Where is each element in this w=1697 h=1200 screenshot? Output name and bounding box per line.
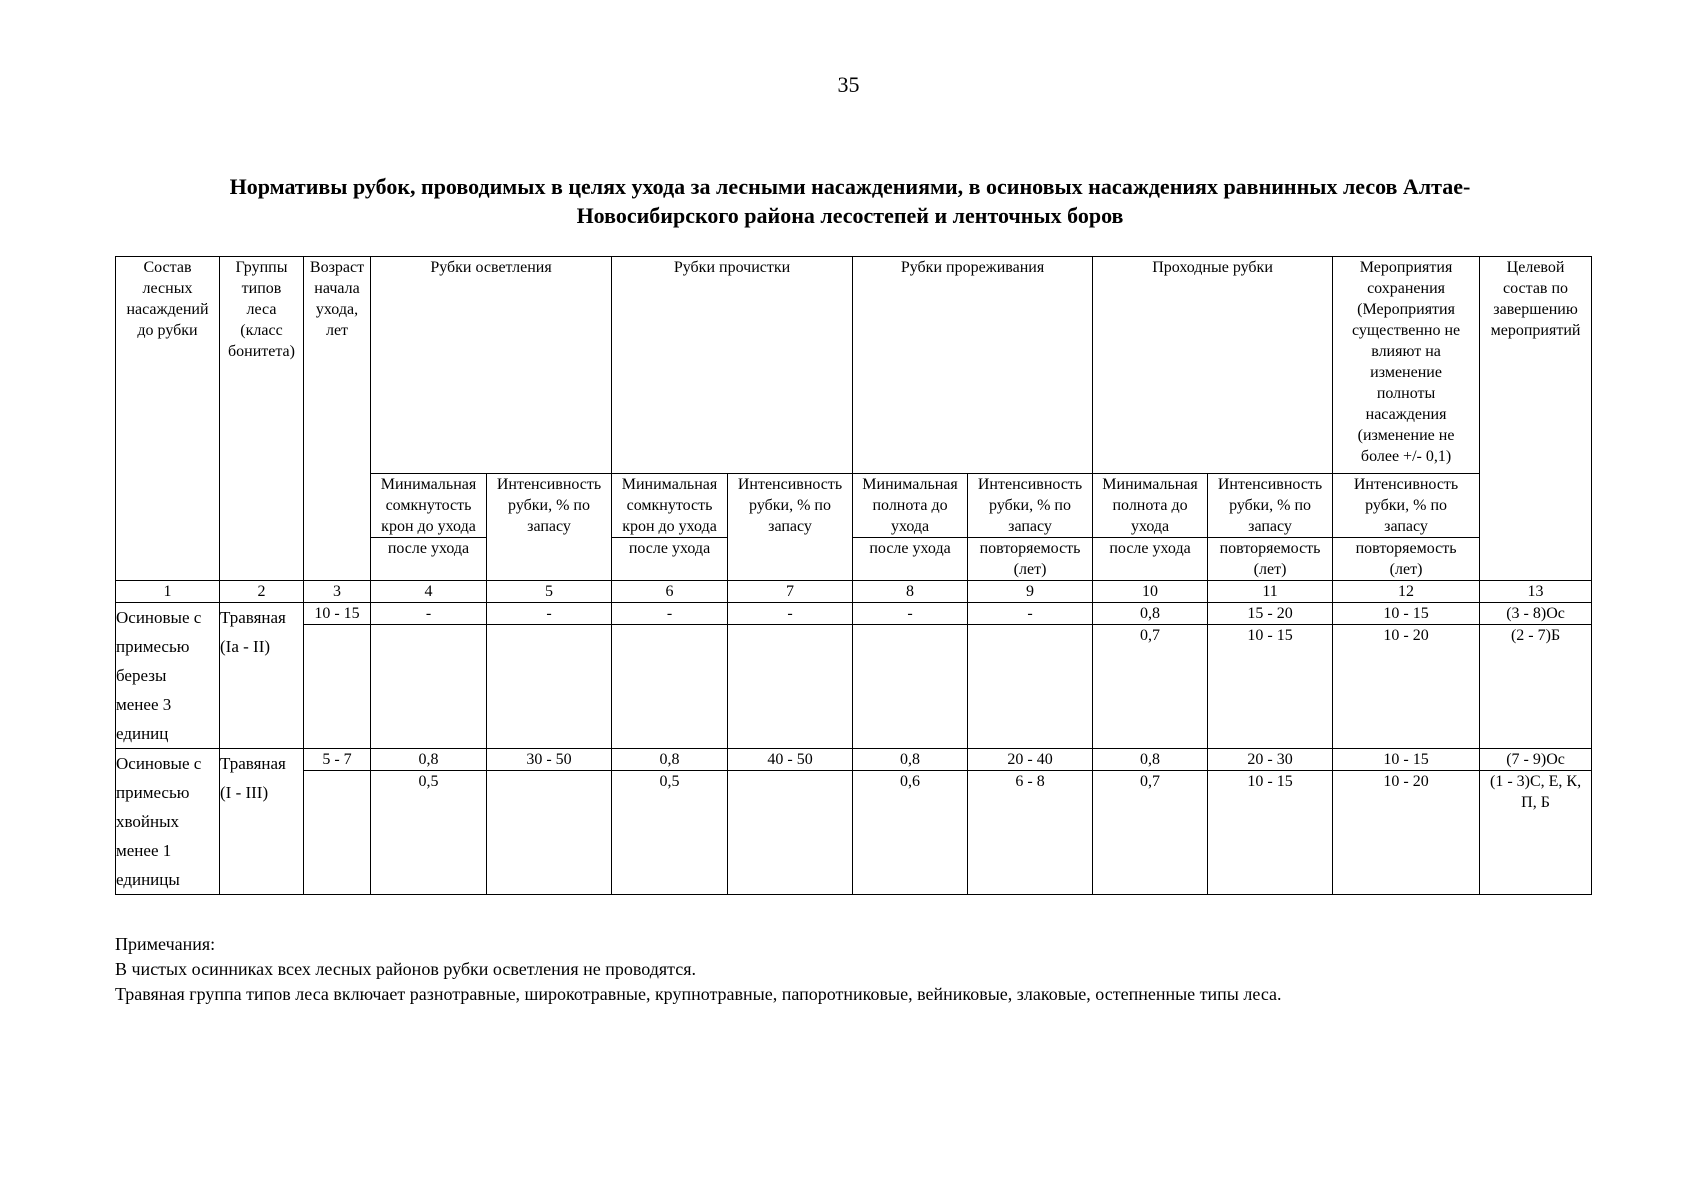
header-row-groups <box>116 257 1592 474</box>
header-after-care-6: после ухода <box>612 538 728 581</box>
note-line: Травяная группа типов леса включает разнотравные, широкотравные, крупнотравные, папоротниковые, вейниковые, злаковые, остепненные типы леса. <box>115 984 1282 1004</box>
notes-heading: Примечания: <box>115 934 216 954</box>
table-cell <box>612 625 728 749</box>
table-cell: 40 - 50 <box>728 749 853 771</box>
start-age-cell <box>304 625 371 749</box>
header-preservation: Мероприятия сохранения (Мероприятия существенно не влияют на изменение полноты насаждения (изменение не более +/- 0,1) <box>1333 257 1480 474</box>
table-cell: 10 - 20 <box>1333 625 1480 749</box>
table-row <box>116 771 1592 895</box>
column-number: 11 <box>1208 581 1333 603</box>
table-cell: 10 - 15 <box>1333 603 1480 625</box>
header-target: Целевой состав по завершению мероприятий <box>1480 257 1592 581</box>
notes-section <box>115 932 1282 1007</box>
table-cell: - <box>853 603 968 625</box>
table-cell: 0,8 <box>1093 749 1208 771</box>
header-after-care-10: после ухода <box>1093 538 1208 581</box>
column-number: 4 <box>371 581 487 603</box>
table-cell <box>487 625 612 749</box>
table-cell: 0,8 <box>1093 603 1208 625</box>
header-composition: Состав лесных насаждений до рубки <box>116 257 220 581</box>
table-cell <box>487 771 612 895</box>
column-number: 2 <box>220 581 304 603</box>
column-number: 12 <box>1333 581 1480 603</box>
table-cell: 0,7 <box>1093 625 1208 749</box>
table-row <box>116 625 1592 749</box>
table-cell: 6 - 8 <box>968 771 1093 895</box>
table-cell: 0,8 <box>371 749 487 771</box>
table-cell <box>853 625 968 749</box>
header-min-density-10: Минимальная полнота до ухода <box>1093 474 1208 538</box>
header-min-crown-4: Минимальная сомкнутость крон до ухода <box>371 474 487 538</box>
table-cell: (3 - 8)Ос <box>1480 603 1592 625</box>
column-number: 9 <box>968 581 1093 603</box>
forest-group-cell: Травяная (I - III) <box>220 749 304 895</box>
column-number: 5 <box>487 581 612 603</box>
table-row <box>116 749 1592 771</box>
column-number: 10 <box>1093 581 1208 603</box>
table-cell <box>371 625 487 749</box>
header-min-crown-6: Минимальная сомкнутость крон до ухода <box>612 474 728 538</box>
header-start-age: Возраст начала ухода, лет <box>304 257 371 581</box>
column-number: 8 <box>853 581 968 603</box>
header-thinning: Рубки прореживания <box>853 257 1093 474</box>
table-row <box>116 603 1592 625</box>
table-cell: 15 - 20 <box>1208 603 1333 625</box>
table-cell: 0,6 <box>853 771 968 895</box>
table-cell: 0,5 <box>612 771 728 895</box>
table-cell: 20 - 40 <box>968 749 1093 771</box>
header-intensity-5: Интенсивность рубки, % по запасу <box>487 474 612 581</box>
header-repeatability-12: повторяемость (лет) <box>1333 538 1480 581</box>
note-line: В чистых осинниках всех лесных районов рубки осветления не проводятся. <box>115 959 697 979</box>
header-after-care-4: после ухода <box>371 538 487 581</box>
header-intensity-9: Интенсивность рубки, % по запасу <box>968 474 1093 538</box>
table-cell: - <box>612 603 728 625</box>
table-cell: (7 - 9)Ос <box>1480 749 1592 771</box>
table-cell <box>728 625 853 749</box>
table-cell: 20 - 30 <box>1208 749 1333 771</box>
table-cell: 0,7 <box>1093 771 1208 895</box>
column-number: 7 <box>728 581 853 603</box>
header-cleaning: Рубки прочистки <box>612 257 853 474</box>
table-cell: - <box>968 603 1093 625</box>
column-number: 13 <box>1480 581 1592 603</box>
column-number: 1 <box>116 581 220 603</box>
table-cell: 10 - 15 <box>1333 749 1480 771</box>
start-age-cell: 5 - 7 <box>304 749 371 771</box>
column-numbers-row <box>116 581 1592 603</box>
header-intensity-11: Интенсивность рубки, % по запасу <box>1208 474 1333 538</box>
column-number: 3 <box>304 581 371 603</box>
table-cell: 10 - 15 <box>1208 625 1333 749</box>
table-cell: 0,5 <box>371 771 487 895</box>
table-cell <box>728 771 853 895</box>
start-age-cell: 10 - 15 <box>304 603 371 625</box>
title-line-2: Новосибирского района лесостепей и ленточных боров <box>576 203 1124 228</box>
header-forest-groups: Группы типов леса (класс бонитета) <box>220 257 304 581</box>
forest-group-cell: Травяная (Ia - II) <box>220 603 304 749</box>
table-cell: (2 - 7)Б <box>1480 625 1592 749</box>
norms-table <box>115 256 1592 895</box>
column-number: 6 <box>612 581 728 603</box>
table-cell: 30 - 50 <box>487 749 612 771</box>
table-cell: 0,8 <box>853 749 968 771</box>
header-repeatability-11: повторяемость (лет) <box>1208 538 1333 581</box>
table-cell: - <box>487 603 612 625</box>
header-clarification: Рубки осветления <box>371 257 612 474</box>
composition-cell: Осиновые с примесью березы менее 3 единиц <box>116 603 220 749</box>
header-intensity-12: Интенсивность рубки, % по запасу <box>1333 474 1480 538</box>
table-cell: - <box>728 603 853 625</box>
table-cell: - <box>371 603 487 625</box>
table-cell <box>968 625 1093 749</box>
header-after-care-8: после ухода <box>853 538 968 581</box>
page-number: 35 <box>837 72 860 97</box>
table-cell: 10 - 20 <box>1333 771 1480 895</box>
document-title <box>140 172 1560 230</box>
header-intensity-7: Интенсивность рубки, % по запасу <box>728 474 853 581</box>
header-repeatability-9: повторяемость (лет) <box>968 538 1093 581</box>
table-cell: (1 - 3)С, Е, К, П, Б <box>1480 771 1592 895</box>
header-passage: Проходные рубки <box>1093 257 1333 474</box>
composition-cell: Осиновые с примесью хвойных менее 1 единицы <box>116 749 220 895</box>
table-cell: 10 - 15 <box>1208 771 1333 895</box>
title-line-1: Нормативы рубок, проводимых в целях ухода за лесными насаждениями, в осиновых насаждениях равнинных лесов Алтае- <box>229 174 1471 199</box>
table-cell: 0,8 <box>612 749 728 771</box>
header-min-density-8: Минимальная полнота до ухода <box>853 474 968 538</box>
start-age-cell <box>304 771 371 895</box>
